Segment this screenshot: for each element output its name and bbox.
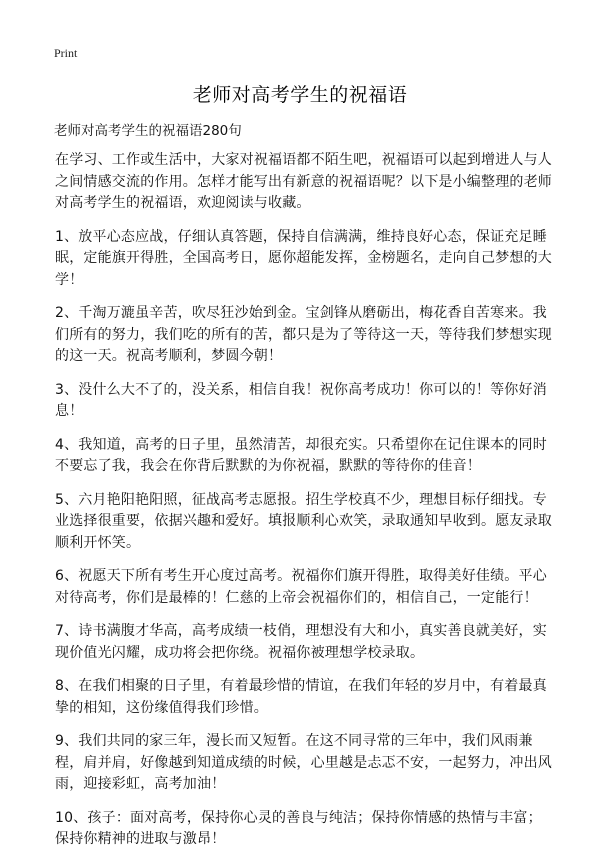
blessing-item-2: 2、千淘万漉虽辛苦，吹尽狂沙始到金。宝剑锋从磨砺出，梅花香自苦寒来。我们所有的努力，我们吃的所有的苦，都只是为了等待这一天，等待我们梦想实现的这一天。祝高考顺利，梦圆今朝！ — [55, 305, 552, 364]
blessing-item-1: 1、放平心态应战，仔细认真答题，保持自信满满，维持良好心态，保证充足睡眠，定能旗开得胜，全国高考日，愿你超能发挥，金榜题名，走向自己梦想的大学！ — [55, 228, 552, 288]
intro-paragraph: 在学习、工作或生活中，大家对祝福语都不陌生吧，祝福语可以起到增进人与人之间情感交流的作用。怎样才能写出有新意的祝福语呢？以下是小编整理的老师对高考学生的祝福语，欢迎阅读与收藏。 — [55, 152, 552, 211]
blessing-item-10: 10、孩子：面对高考，保持你心灵的善良与纯洁；保持你情感的热情与丰富；保持你精神的进取与激昂！ — [55, 809, 542, 847]
print-link[interactable]: Print — [54, 46, 78, 60]
blessing-item-9: 9、我们共同的家三年，漫长而又短暂。在这不同寻常的三年中，我们风雨兼程，肩并肩，好像越到知道成绩的时候，心里越是忐忑不安，一起努力，冲出风雨，迎接彩虹，高考加油！ — [55, 733, 552, 792]
blessing-item-7: 7、诗书满腹才华高，高考成绩一枝俏，理想没有大和小，真实善良就美好，实现价值光闪耀，成功将会把你绕。祝福你被理想学校录取。 — [55, 623, 547, 661]
blessing-item-4: 4、我知道，高考的日子里，虽然清苦，却很充实。只希望你在记住课本的同时不要忘了我，我会在你背后默默的为你祝福，默默的等待你的佳音！ — [55, 436, 547, 474]
document-body — [55, 150, 555, 863]
blessing-item-3: 3、没什么大不了的，没关系，相信自我！祝你高考成功！你可以的！等你好消息！ — [55, 381, 547, 419]
document-title: 老师对高考学生的祝福语 — [192, 84, 408, 106]
blessing-item-8: 8、在我们相聚的日子里，有着最珍惜的情谊，在我们年轻的岁月中，有着最真挚的相知，这份缘值得我们珍惜。 — [55, 678, 547, 716]
blessing-item-6: 6、祝愿天下所有考生开心度过高考。祝福你们旗开得胜，取得美好佳绩。平心对待高考，你们是最棒的！仁慈的上帝会祝福你们的，相信自己，一定能行！ — [55, 568, 547, 606]
document-subtitle: 老师对高考学生的祝福语280句 — [54, 123, 242, 139]
blessing-item-5: 5、六月艳阳艳阳照，征战高考志愿报。招生学校真不少，理想目标仔细找。专业选择很重要，依据兴趣和爱好。填报顺利心欢笑，录取通知早收到。愿友录取顺利开怀笑。 — [55, 491, 552, 551]
